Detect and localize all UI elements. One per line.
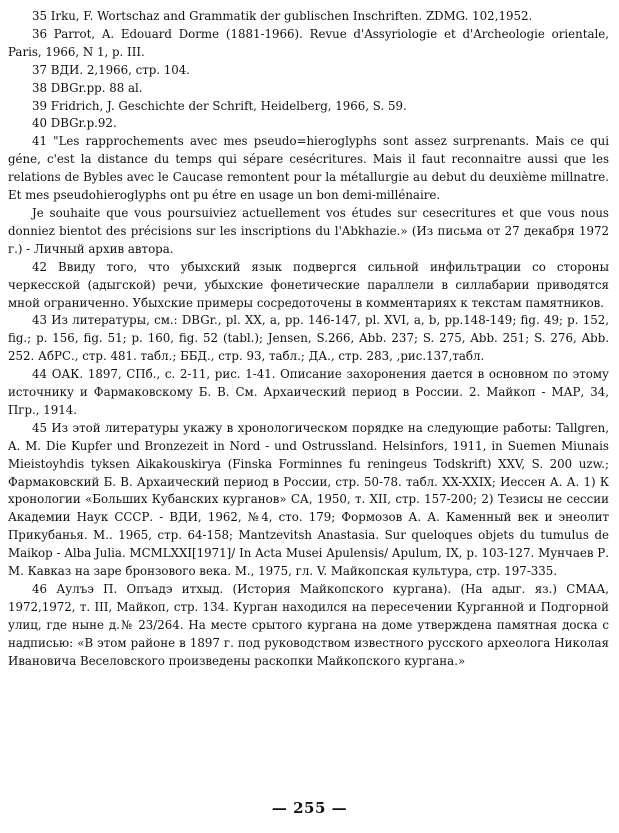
footnote-text: ВДИ. 2,1966, стр. 104. — [50, 62, 191, 77]
footnote-42 — [8, 259, 609, 313]
footnote-number: 38 — [32, 80, 48, 95]
footnote-number: 36 — [32, 26, 48, 41]
footnote-35 — [8, 8, 609, 26]
footnote-number: 41 — [32, 134, 48, 149]
footnote-number: 37 — [32, 62, 48, 77]
footnote-41 — [8, 133, 609, 205]
footnotes-list — [8, 8, 609, 671]
footnote-continuation — [8, 205, 609, 259]
footnote-text: ОАК. 1897, СПб., с. 2-11, рис. 1-41. Описание захоронения дается в основном по этому источнику и Фармаковскому Б. В. См. Архаический период в России. 2. Майкоп - МАР, 34, Пгр., 1914. — [8, 367, 609, 417]
footnote-46 — [8, 581, 609, 671]
footnote-text: Аулъэ П. Опъадэ итхыд. (История Майкопского кургана). (На адыг. яз.) СМАА, 1972,1972, т. III, Майкоп, стр. 134. Курган находился на пересечении Курганной и Подгорной улиц, где ныне д.№ 23/264. На месте срытого кургана на доме утверждена памятная доска с надписью: «В этом районе в 1897 г. под руководством известного русского археолога Николая Ивановича Веселовского произведены раскопки Майкопского кургана.» — [8, 582, 609, 668]
footnote-text: DBGr.pp. 88 al. — [50, 80, 143, 95]
footnote-number: 35 — [32, 9, 48, 23]
footnote-text: "Les rapprochements avec mes pseudo=hieroglyphs sont assez surprenants. Mais ce qui géne, c'est la distance du temps qui sépare cesécritures. Mais il faut reconnaitre aussi que les relations de Bybles avec le Caucase remontent pour la métallurgie au debut du deuxième millnatre. Et mes pseudohieroglyphs ont pu étre en usage un bon demi-millénaire. — [8, 134, 610, 203]
footnote-38 — [8, 80, 609, 98]
footnote-39 — [8, 98, 609, 116]
footnote-number: 45 — [32, 420, 48, 435]
footnote-text: Из литературы, см.: DBGr., pl. XX, a, pp. 146-147, pl. XVI, a, b, pp.148-149; fig. 49; p. 152, fig.; p. 156, fig. 51; p. 160, fig. 52 (tabl.); Jensen, S.266, Abb. 237; S. 275, Abb. 251; S. 276, Abb. 252. АбРС., стр. 481. табл.; ББД., стр. 93, табл.; ДА., стр. 283, ,рис.137,табл. — [8, 313, 610, 364]
footnote-text: Je souhaite que vous poursuiviez actuellement vos études sur cesecritures et que vous nous donniez bientot des précisions sur les inscriptions du l'Abkhazie.» (Из письма от 27 декабря 1972 г.) - Личный архив автора. — [8, 205, 609, 256]
footnote-number: 39 — [32, 98, 48, 113]
footnote-number: 43 — [32, 313, 48, 328]
footnote-text: Irku, F. Wortschaz and Grammatik der gublischen Inschriften. ZDMG. 102,1952. — [50, 9, 533, 23]
footnote-43 — [8, 312, 609, 366]
footnote-36 — [8, 26, 609, 62]
footnote-37 — [8, 62, 609, 80]
footnote-text: Parrot, A. Edouard Dorme (1881-1966). Revue d'Assyriologie et d'Archeologie orientale, Paris, 1966, N 1, p. III. — [8, 26, 609, 59]
page-number: — 255 — — [271, 799, 348, 817]
footnote-number: 46 — [32, 582, 48, 596]
footnote-number: 42 — [32, 259, 48, 274]
footnote-text: Из этой литературы укажу в хронологическом порядке на следующие работы: Tallgren, A. M. Die Kupfer und Bronzezeit in Nord - und Ostrussland. Helsinfors, 1911, in Suemen Miunais Mieistoyhdis tyksen Aikakouskirya (Finska Forminnes fu reningeus Todskrift) XXV, S. 200 uzw.; Фармаковский Б. В. Архаический период в России, стр. 50-78. табл. XX-XXIX; Иессен А. А. 1) К хронологии «Больших Кубанских курганов» СА, 1950, т. XII, стр. 157-200; 2) Тезисы не сессии Академии Наук СССР. - ВДИ, 1962, №4, сто. 179; Формозов А. А. Каменный век и энеолит Прикубанья. М.. 1965, стр. 64-158; Mantzevitsh Anastasia. Sur queloques objets du tumulus de Maikop - Alba Julia. MCMLXXI[1971]/ In Acta Musei Apulensis/ Apulum, IX, p. 103-127. Мунчаев Р. М. Кавказ на заре бронзового века. М., 1975, гл. V. Майкопская культура, стр. 197-335. — [8, 420, 610, 579]
footnote-text: DBGr.p.92. — [50, 116, 117, 131]
footnote-number: 44 — [32, 367, 48, 382]
footnote-text: Ввиду того, что убыхский язык подвергся сильной инфильтрации со стороны черкесской (адыгской) речи, убыхские фонетические параллели в силлабарии приводятся мной ограниченно. Убыхские примеры сосредоточены в комментариях к текстам памятников. — [8, 259, 609, 310]
footnote-44 — [8, 366, 609, 420]
footnote-text: Fridrich, J. Geschichte der Schrift, Heidelberg, 1966, S. 59. — [50, 98, 407, 113]
footnote-number: 40 — [32, 116, 48, 131]
footnote-40 — [8, 115, 609, 133]
footnote-45 — [8, 420, 609, 581]
